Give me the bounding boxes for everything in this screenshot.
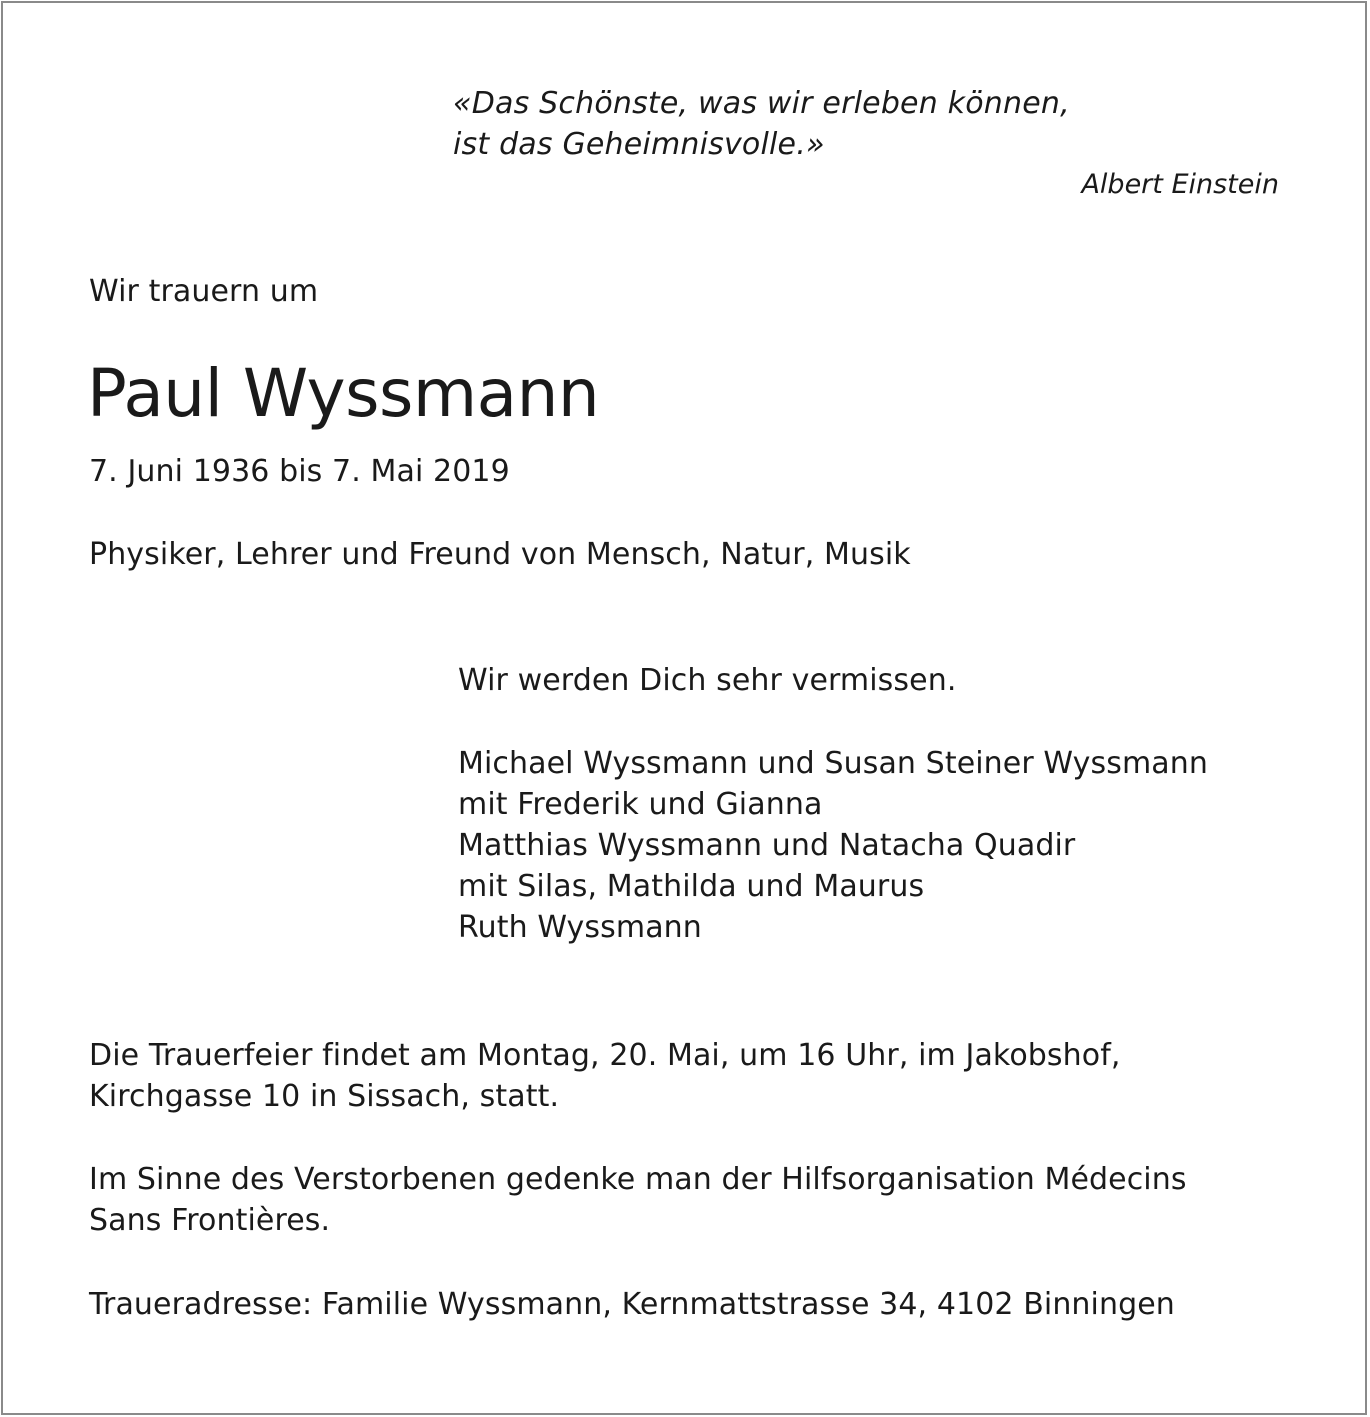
farewell-text: Wir werden Dich sehr vermissen. xyxy=(458,663,957,698)
ceremony-line-1: Die Trauerfeier findet am Montag, 20. Mai, um 16 Uhr, im Jakobshof, xyxy=(89,1038,1121,1073)
mourners-list xyxy=(458,743,1208,948)
donation-info xyxy=(89,1159,1187,1241)
donation-line-2: Sans Frontières. xyxy=(89,1203,331,1238)
ceremony-info xyxy=(89,1035,1121,1117)
intro-text: Wir trauern um xyxy=(89,274,319,309)
mourner-line: Michael Wyssmann und Susan Steiner Wyssmann xyxy=(458,746,1209,781)
quote-author: Albert Einstein xyxy=(1081,169,1279,200)
mourner-line: Matthias Wyssmann und Natacha Quadir xyxy=(458,828,1076,863)
ceremony-line-2: Kirchgasse 10 in Sissach, statt. xyxy=(89,1079,560,1114)
donation-line-1: Im Sinne des Verstorbenen gedenke man der Hilfsorganisation Médecins xyxy=(89,1162,1187,1197)
quote-line-2: ist das Geheimnisvolle.» xyxy=(453,127,825,162)
life-dates: 7. Juni 1936 bis 7. Mai 2019 xyxy=(89,454,510,489)
quote-line-1: «Das Schönste, was wir erleben können, xyxy=(453,86,1070,121)
mourner-line: mit Silas, Mathilda und Maurus xyxy=(458,869,925,904)
deceased-description: Physiker, Lehrer und Freund von Mensch, Natur, Musik xyxy=(89,537,911,572)
mourner-line: mit Frederik und Gianna xyxy=(458,787,823,822)
deceased-name: Paul Wyssmann xyxy=(87,355,600,432)
mourning-address: Traueradresse: Familie Wyssmann, Kernmattstrasse 34, 4102 Binningen xyxy=(89,1287,1175,1322)
mourner-line: Ruth Wyssmann xyxy=(458,910,702,945)
quote xyxy=(453,83,1070,165)
obituary-frame xyxy=(1,1,1367,1415)
